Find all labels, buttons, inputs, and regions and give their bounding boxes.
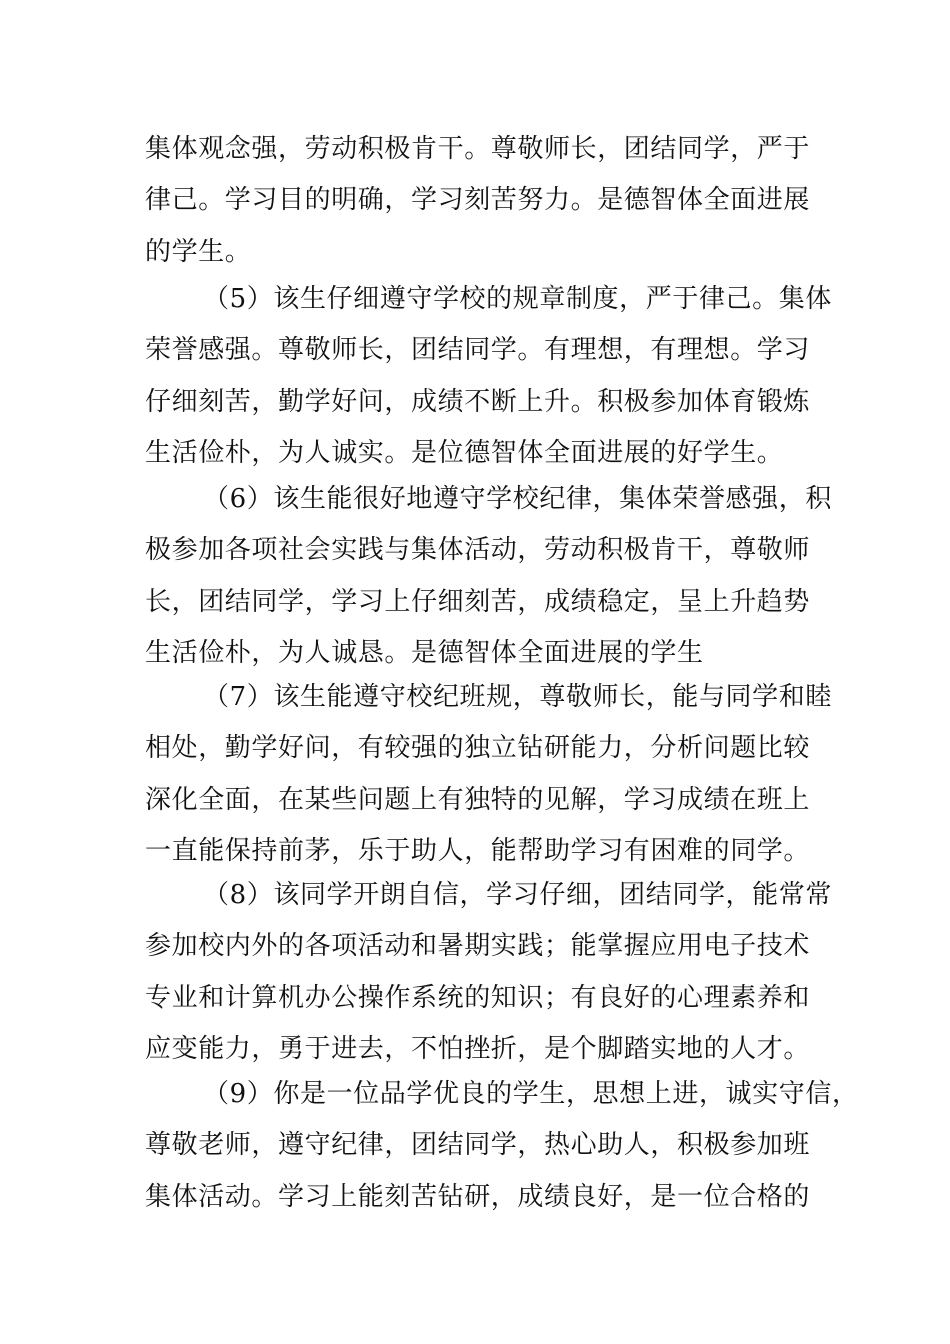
- text-line-first: （8）该同学开朗自信，学习仔细，团结同学，能常常: [203, 880, 832, 910]
- text-line: 参加校内外的各项活动和暑期实践；能掌握应用电子技术: [145, 931, 811, 962]
- text-line-first: （6）该生能很好地遵守学校纪律，集体荣誉感强，积: [203, 484, 832, 514]
- text-line: 生活俭朴，为人诚恳。是德智体全面进展的学生: [145, 638, 704, 669]
- text-line-first: （7）该生能遵守校纪班规，尊敬师长，能与同学和睦: [203, 682, 832, 712]
- paragraph-8: [145, 870, 832, 1076]
- text-line: 的学生。: [145, 236, 252, 267]
- text-line: 一直能保持前茅，乐于助人，能帮助学习有困难的同学。: [145, 836, 811, 867]
- text-line-first: （9）你是一位品学优良的学生，思想上进，诚实守信，: [203, 1079, 859, 1109]
- paragraph-9: [145, 1069, 859, 1223]
- paragraph-5: [145, 274, 832, 480]
- paragraph-7: [145, 672, 832, 878]
- text-line: 荣誉感强。尊敬师长，团结同学。有理想，有理想。学习: [145, 335, 811, 366]
- text-line: 专业和计算机办公操作系统的知识；有良好的心理素养和: [145, 982, 811, 1013]
- text-line: 尊敬老师，遵守纪律，团结同学，热心助人，积极参加班: [145, 1130, 811, 1161]
- text-line: 极参加各项社会实践与集体活动，劳动积极肯干，尊敬师: [145, 535, 811, 566]
- text-line: 集体活动。学习上能刻苦钻研，成绩良好，是一位合格的: [145, 1181, 811, 1212]
- text-line: 集体观念强，劳动积极肯干。尊敬师长，团结同学，严于: [145, 134, 811, 164]
- paragraph-6: [145, 474, 832, 680]
- paragraph-4-continued: [145, 124, 815, 278]
- text-line: 律己。学习目的明确，学习刻苦努力。是德智体全面进展: [145, 185, 811, 216]
- text-line: 深化全面，在某些问题上有独特的见解，学习成绩在班上: [145, 784, 811, 815]
- text-line: 应变能力，勇于进去，不怕挫折，是个脚踏实地的人才。: [145, 1034, 811, 1065]
- text-line: 仔细刻苦，勤学好问，成绩不断上升。积极参加体育锻炼: [145, 386, 811, 417]
- text-line-first: （5）该生仔细遵守学校的规章制度，严于律己。集体: [203, 284, 832, 314]
- text-line: 生活俭朴，为人诚实。是位德智体全面进展的好学生。: [145, 438, 784, 469]
- text-line: 相处，勤学好问，有较强的独立钻研能力，分析问题比较: [145, 733, 811, 764]
- text-line: 长，团结同学，学习上仔细刻苦，成绩稳定，呈上升趋势: [145, 586, 811, 617]
